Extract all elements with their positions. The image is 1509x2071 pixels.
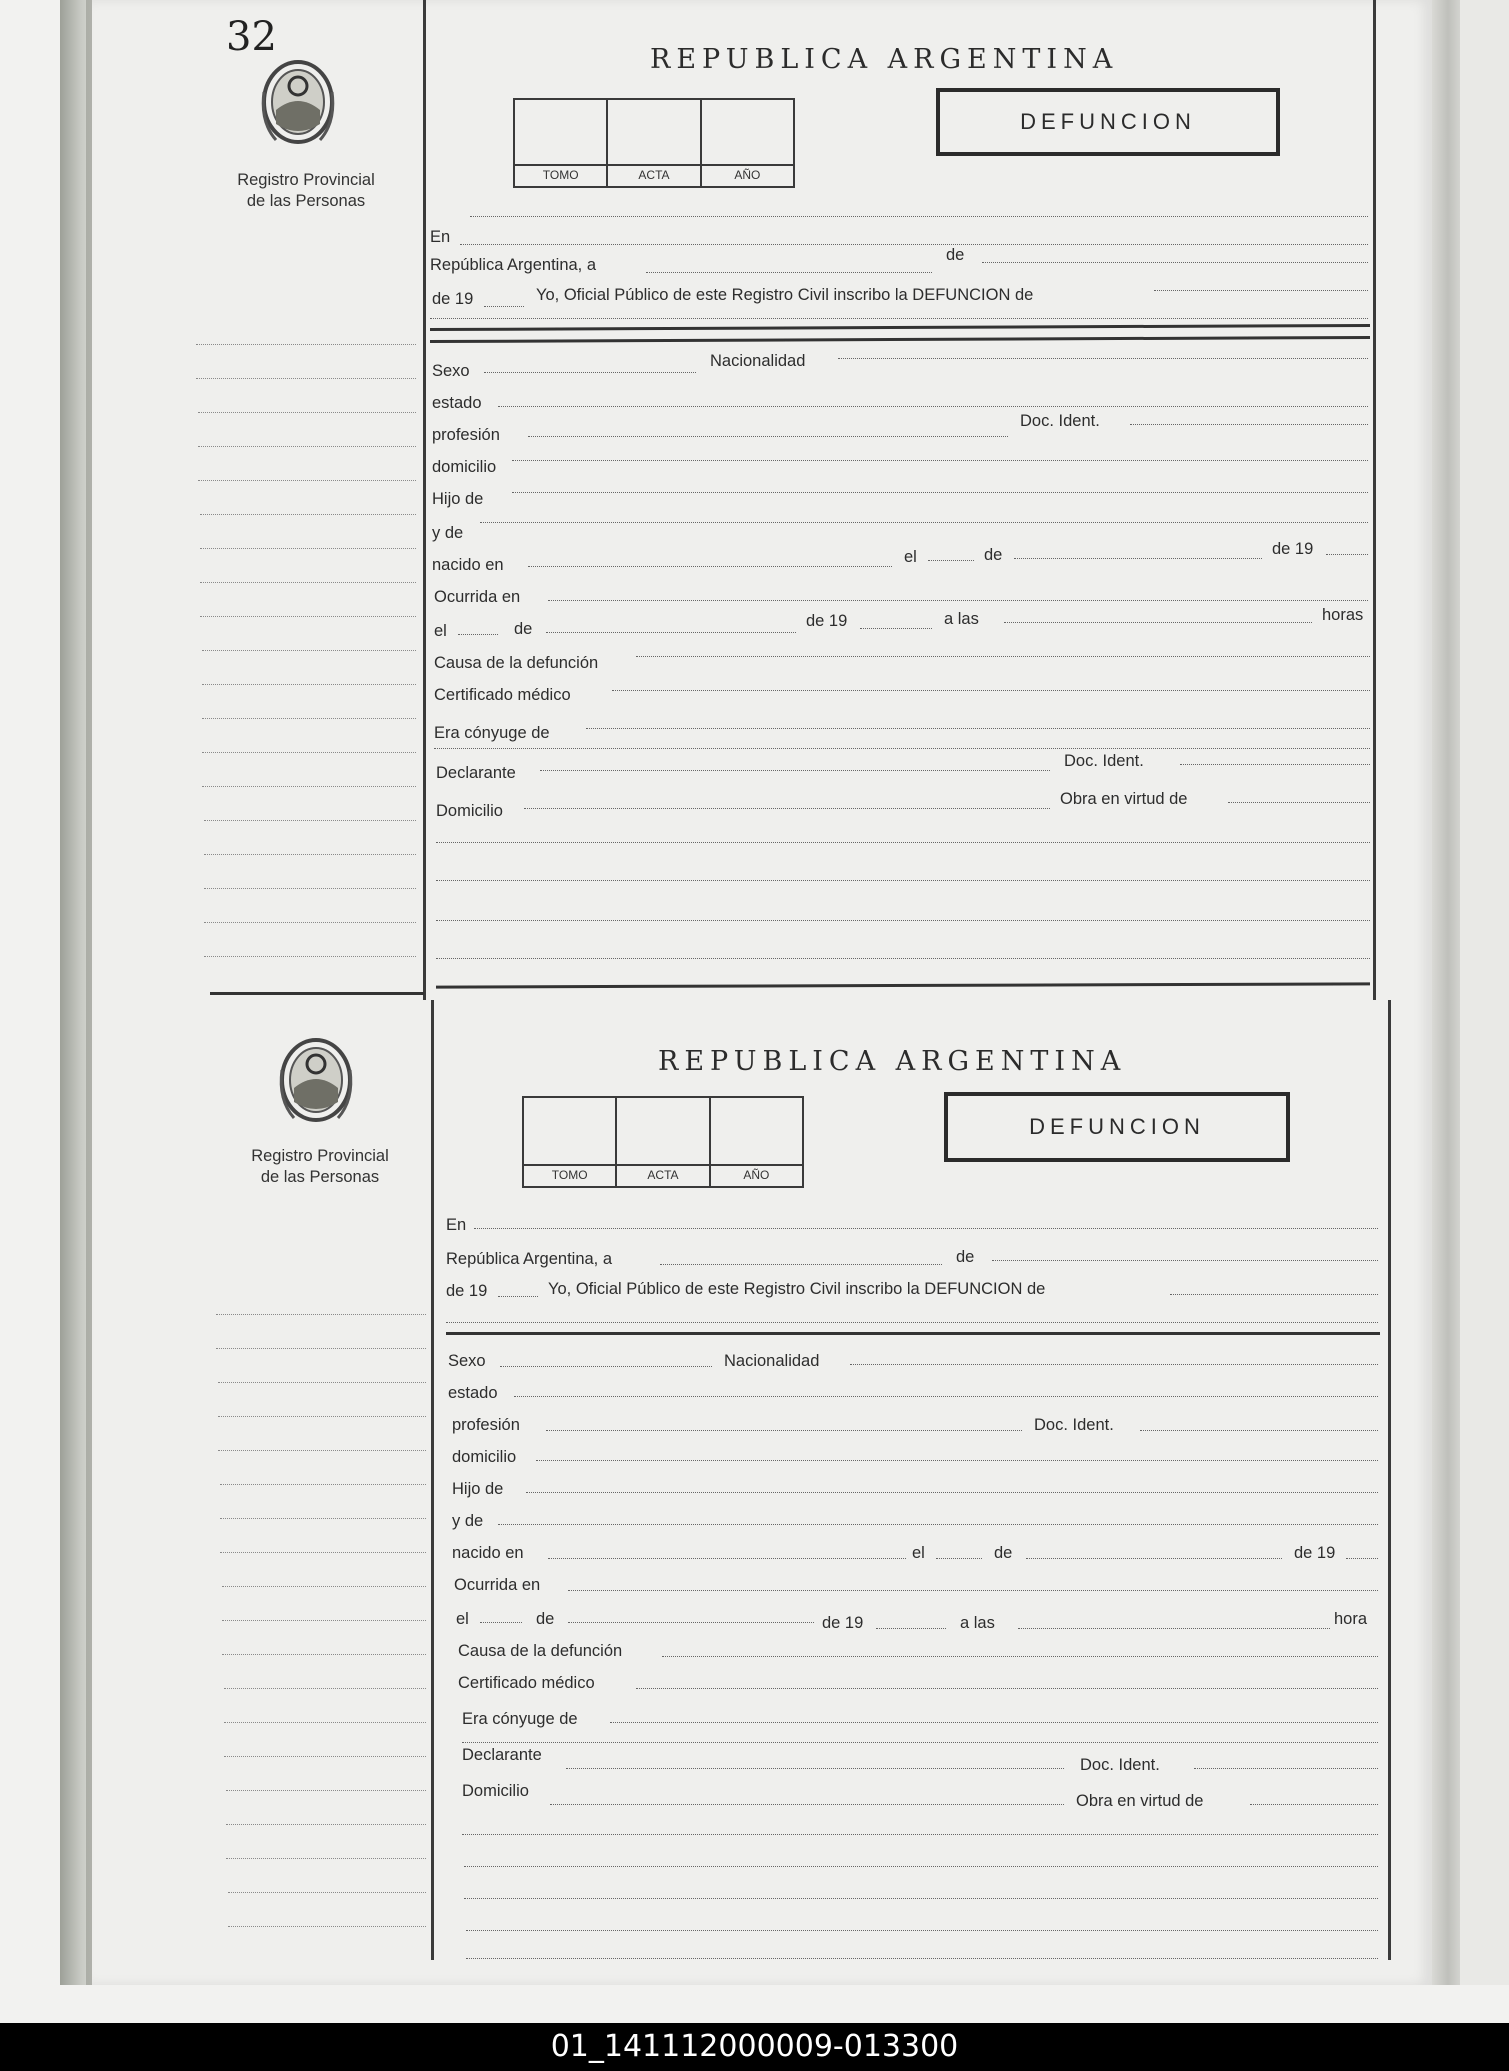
ocurrida-el-label-2: el: [456, 1610, 469, 1628]
ocurrida-en-label-2: Ocurrida en: [454, 1576, 541, 1594]
page-number: 32: [226, 14, 277, 60]
nacido-month-field-2[interactable]: [1026, 1558, 1282, 1559]
tomo-cell[interactable]: [524, 1098, 617, 1186]
nacido-month-field[interactable]: [1014, 558, 1262, 559]
registry-line-1: Registro Provincial: [237, 171, 375, 189]
yo-oficial-text-2: Yo, Oficial Público de este Registro Civil inscribo la DEFUNCION de: [548, 1280, 1046, 1298]
nacido-de-label-2: de: [994, 1544, 1013, 1562]
en-field[interactable]: [460, 244, 1368, 245]
doc-ident-field-1[interactable]: [1130, 424, 1368, 425]
defuncion-name-field-b[interactable]: [1170, 1294, 1378, 1295]
ano-cell[interactable]: [702, 100, 793, 186]
extra-line-1[interactable]: [436, 842, 1370, 843]
right-border-top: [1373, 0, 1376, 1000]
nacido-en-label: nacido en: [432, 556, 504, 574]
acta-label: ACTA: [617, 1164, 708, 1186]
estado-field-2[interactable]: [514, 1396, 1378, 1397]
profesion-label-2: profesión: [452, 1416, 520, 1434]
margin-divider-bottom: [431, 1000, 434, 1960]
sexo-label-2: Sexo: [448, 1352, 486, 1370]
de-label-2: de: [956, 1248, 975, 1266]
estado-label: estado: [432, 394, 482, 412]
tomo-acta-ano-box-2: [522, 1096, 804, 1188]
acta-cell[interactable]: [608, 100, 701, 186]
nacido-year-field[interactable]: [1326, 554, 1368, 555]
obra-field[interactable]: [1228, 802, 1370, 803]
ocurrida-month-field[interactable]: [546, 632, 796, 633]
republic-heading-2: REPUBLICA ARGENTINA: [658, 1046, 1127, 1077]
nacido-day-field[interactable]: [928, 560, 974, 561]
domicilio-label: Domicilio: [436, 802, 503, 820]
header-separator-b: [446, 1332, 1380, 1335]
acta-cell[interactable]: [617, 1098, 710, 1186]
en-label-2: En: [446, 1216, 467, 1234]
nacido-el-label: el: [904, 548, 917, 566]
domicilio-lc-field[interactable]: [512, 460, 1368, 461]
extra-line-b1[interactable]: [462, 1834, 1378, 1835]
hijo-de-label-2: Hijo de: [452, 1480, 504, 1498]
extra-line-b4[interactable]: [466, 1930, 1378, 1931]
nacido-year-label: de 19: [1272, 540, 1314, 558]
causa-label: Causa de la defunción: [434, 654, 599, 672]
nacido-day-field-2[interactable]: [936, 1558, 982, 1559]
nacido-year-field-2[interactable]: [1346, 1558, 1378, 1559]
horas-label: horas: [1322, 606, 1364, 624]
doc-ident-label-4: Doc. Ident.: [1080, 1756, 1160, 1774]
year-field-2[interactable]: [498, 1296, 538, 1297]
acta-label: ACTA: [608, 164, 699, 186]
ocurrida-day-field-2[interactable]: [480, 1622, 522, 1623]
republica-label-2: República Argentina, a: [446, 1250, 613, 1268]
registry-caption: [206, 170, 406, 212]
nacido-en-field-2[interactable]: [548, 1558, 906, 1559]
hijo-de-label: Hijo de: [432, 490, 484, 508]
footer-caption-bar: [0, 2023, 1509, 2071]
nacido-en-field[interactable]: [528, 566, 892, 567]
a-las-field[interactable]: [1004, 622, 1312, 623]
domicilio-lc-label: domicilio: [432, 458, 497, 476]
nacido-el-label-2: el: [912, 1544, 925, 1562]
doc-ident-field-4[interactable]: [1194, 1768, 1378, 1769]
ocurrida-year-label: de 19: [806, 612, 848, 630]
estado-field[interactable]: [498, 406, 1368, 407]
hijo-de-field[interactable]: [512, 492, 1368, 493]
certificado-field[interactable]: [612, 690, 1370, 691]
declarante-label: Declarante: [436, 764, 516, 782]
sexo-field-2[interactable]: [500, 1366, 712, 1367]
obra-label-2: Obra en virtud de: [1076, 1792, 1204, 1810]
obra-field-2[interactable]: [1250, 1804, 1378, 1805]
extra-line-3[interactable]: [436, 920, 1370, 921]
ocurrida-en-field[interactable]: [548, 600, 1368, 601]
domicilio-field-2[interactable]: [550, 1804, 1064, 1805]
republica-day-field[interactable]: [646, 272, 932, 273]
republic-heading: REPUBLICA ARGENTINA: [650, 44, 1119, 75]
ano-cell[interactable]: [711, 1098, 802, 1186]
registry-line-1: Registro Provincial: [251, 1147, 389, 1165]
estado-label-2: estado: [448, 1384, 498, 1402]
nacionalidad-label: Nacionalidad: [710, 352, 806, 370]
domicilio-field[interactable]: [524, 808, 1050, 809]
domicilio-lc-label-2: domicilio: [452, 1448, 517, 1466]
conyuge-field-2[interactable]: [610, 1722, 1378, 1723]
extra-line-4[interactable]: [436, 958, 1370, 959]
registry-line-2: de las Personas: [260, 1168, 380, 1186]
registry-seal-icon-2: [274, 1030, 358, 1126]
conyuge-field-2[interactable]: [434, 748, 1370, 749]
sexo-field[interactable]: [484, 372, 696, 373]
margin-divider-top: [423, 0, 426, 1000]
de19-label: de 19: [432, 290, 474, 308]
profesion-field[interactable]: [528, 436, 1008, 437]
nacido-year-label-2: de 19: [1294, 1544, 1336, 1562]
de-label-1: de: [946, 246, 965, 264]
y-de-label: y de: [432, 524, 464, 542]
a-las-field-2[interactable]: [1018, 1628, 1330, 1629]
registry-caption-2: [220, 1146, 420, 1188]
profesion-label: profesión: [432, 426, 500, 444]
doc-ident-field-3[interactable]: [1140, 1430, 1378, 1431]
tomo-acta-ano-box: [513, 98, 795, 188]
ocurrida-year-field-2[interactable]: [876, 1628, 946, 1629]
en-field-2[interactable]: [474, 1228, 1378, 1229]
causa-label-2: Causa de la defunción: [458, 1642, 623, 1660]
registry-seal-icon: [256, 52, 340, 148]
footer-caption: 01_141112000009-013300: [550, 2029, 959, 2064]
en-label: En: [430, 228, 451, 246]
republica-label: República Argentina, a: [430, 256, 597, 274]
tomo-label: TOMO: [524, 1164, 615, 1186]
en-prefill-line[interactable]: [470, 216, 1368, 217]
ocurrida-year-field[interactable]: [860, 628, 932, 629]
defuncion-name-field-2[interactable]: [430, 318, 1368, 319]
right-border-bottom: [1388, 1000, 1391, 1960]
ocurrida-en-field-2[interactable]: [568, 1590, 1378, 1591]
conyuge-label-2: Era cónyuge de: [462, 1710, 578, 1728]
a-las-label: a las: [944, 610, 979, 628]
extra-line-b3[interactable]: [464, 1898, 1378, 1899]
ocurrida-el-label: el: [434, 622, 447, 640]
causa-field-2[interactable]: [662, 1656, 1378, 1657]
hora-label: hora: [1334, 1610, 1368, 1628]
certificado-field-2[interactable]: [636, 1688, 1378, 1689]
extra-line-b2[interactable]: [464, 1866, 1378, 1867]
tomo-cell[interactable]: [515, 100, 608, 186]
a-las-label-2: a las: [960, 1614, 995, 1632]
certificado-label: Certificado médico: [434, 686, 571, 704]
y-de-label-2: y de: [452, 1512, 484, 1530]
republica-day-field-2[interactable]: [660, 1264, 942, 1265]
conyuge-field[interactable]: [586, 728, 1370, 729]
ocurrida-en-label: Ocurrida en: [434, 588, 521, 606]
defuncion-title: DEFUNCION: [936, 88, 1280, 156]
declarante-label-2: Declarante: [462, 1746, 542, 1764]
extra-line-b5[interactable]: [466, 1958, 1378, 1959]
defuncion-title-2: DEFUNCION: [944, 1092, 1290, 1162]
declarante-field[interactable]: [540, 770, 1050, 771]
ocurrida-de-label: de: [514, 620, 533, 638]
certificado-label-2: Certificado médico: [458, 1674, 595, 1692]
ocurrida-day-field[interactable]: [458, 634, 498, 635]
ocurrida-month-field-2[interactable]: [568, 1622, 814, 1623]
ocurrida-year-label-2: de 19: [822, 1614, 864, 1632]
doc-ident-label-2: Doc. Ident.: [1064, 752, 1144, 770]
nacido-de-label: de: [984, 546, 1003, 564]
obra-label: Obra en virtud de: [1060, 790, 1188, 808]
year-field[interactable]: [484, 306, 524, 307]
registry-line-2: de las Personas: [246, 192, 366, 210]
hijo-de-field-2[interactable]: [526, 1492, 1378, 1493]
adjacent-page: [1460, 0, 1509, 1985]
defuncion-name-field[interactable]: [1154, 290, 1368, 291]
doc-ident-label-3: Doc. Ident.: [1034, 1416, 1114, 1434]
ano-label: AÑO: [702, 164, 793, 186]
ano-label: AÑO: [711, 1164, 802, 1186]
domicilio-label-2: Domicilio: [462, 1782, 529, 1800]
tomo-label: TOMO: [515, 164, 606, 186]
declarante-field-2[interactable]: [566, 1768, 1064, 1769]
nacionalidad-label-2: Nacionalidad: [724, 1352, 820, 1370]
y-de-field-2[interactable]: [498, 1524, 1378, 1525]
y-de-field[interactable]: [480, 522, 1368, 523]
nacionalidad-field[interactable]: [838, 358, 1368, 359]
doc-ident-field-2[interactable]: [1180, 764, 1370, 765]
nacionalidad-field-2[interactable]: [850, 1364, 1378, 1365]
doc-ident-label-1: Doc. Ident.: [1020, 412, 1100, 430]
sexo-label: Sexo: [432, 362, 470, 380]
republica-month-field-2[interactable]: [992, 1260, 1378, 1261]
causa-field[interactable]: [636, 656, 1370, 657]
defuncion-name-field-b2[interactable]: [446, 1322, 1378, 1323]
domicilio-lc-field-2[interactable]: [536, 1460, 1378, 1461]
de19-label-2: de 19: [446, 1282, 488, 1300]
ocurrida-de-label-2: de: [536, 1610, 555, 1628]
conyuge-label: Era cónyuge de: [434, 724, 550, 742]
profesion-field-2[interactable]: [546, 1430, 1022, 1431]
conyuge-field-2b[interactable]: [462, 1742, 1378, 1743]
yo-oficial-text: Yo, Oficial Público de este Registro Civil inscribo la DEFUNCION de: [536, 286, 1034, 304]
nacido-en-label-2: nacido en: [452, 1544, 524, 1562]
section-divider-left: [210, 992, 424, 995]
republica-month-field[interactable]: [982, 262, 1368, 263]
extra-line-2[interactable]: [436, 880, 1370, 881]
